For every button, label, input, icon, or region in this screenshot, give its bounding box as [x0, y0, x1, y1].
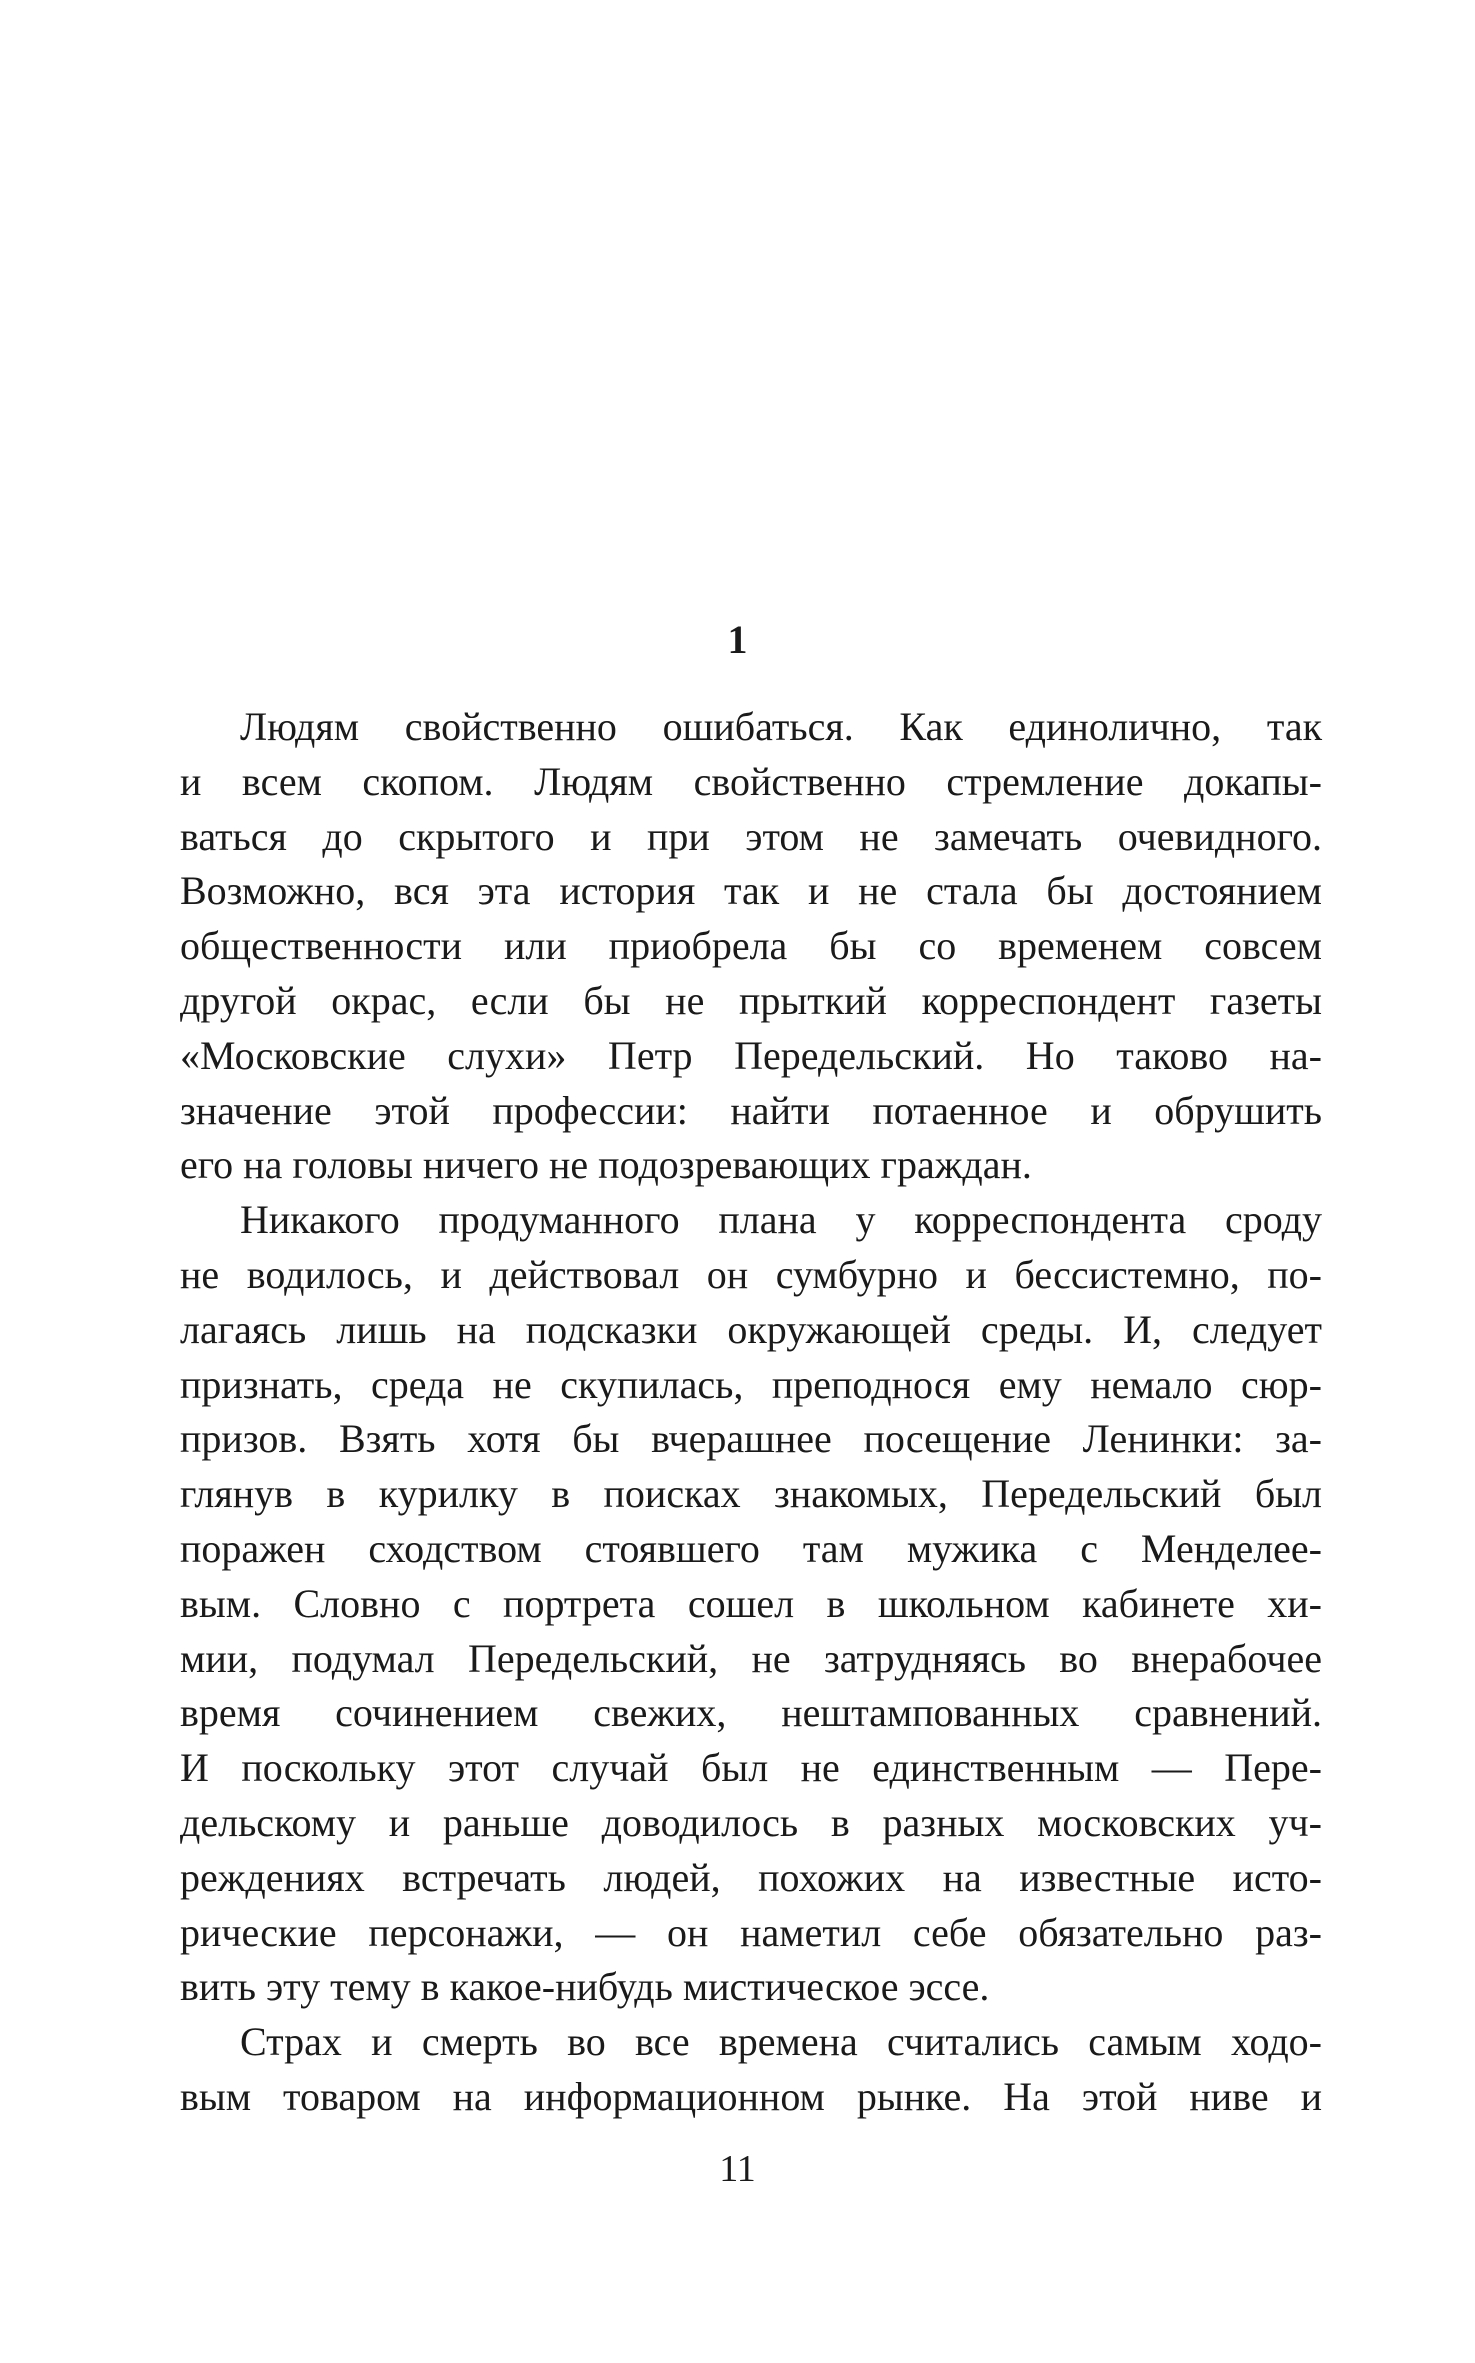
- text-line: другой окрас, если бы не прыткий корреспондент газеты: [180, 977, 1322, 1023]
- paragraph-1: [180, 700, 1322, 1193]
- text-line: его на головы ничего не подозревающих граждан.: [180, 1142, 1032, 1188]
- text-line: И поскольку этот случай был не единственным — Пере-: [180, 1745, 1322, 1791]
- text-line: общественности или приобрела бы со временем совсем: [180, 923, 1322, 969]
- page-number: 11: [719, 2148, 756, 2190]
- text-line: признать, среда не скупилась, преподнося ему немало сюр-: [180, 1361, 1322, 1407]
- text-line: Возможно, вся эта история так и не стала бы достоянием: [180, 868, 1322, 914]
- text-line: не водилось, и действовал он сумбурно и бессистемно, по-: [180, 1251, 1322, 1297]
- chapter-number: 1: [727, 617, 748, 662]
- paragraph-2: [180, 1193, 1322, 2015]
- text-line: Людям свойственно ошибаться. Как единолично, так: [240, 704, 1322, 749]
- text-line: мии, подумал Передельский, не затрудняясь во внерабочее: [180, 1635, 1322, 1681]
- text-line: вым. Словно с портрета сошел в школьном кабинете хи-: [180, 1580, 1322, 1626]
- text-line: рические персонажи, — он наметил себе обязательно раз-: [180, 1909, 1322, 1955]
- paragraph-3: [180, 2015, 1322, 2125]
- text-line: время сочинением свежих, нештампованных сравнений.: [180, 1690, 1322, 1736]
- text-line: вым товаром на информационном рынке. На этой ниве и: [180, 2073, 1322, 2119]
- body-text: [180, 700, 1322, 2125]
- text-line: Никакого продуманного плана у корреспондента сроду: [240, 1197, 1322, 1243]
- text-line: Страх и смерть во все времена считались самым ходо-: [240, 2019, 1322, 2065]
- text-line: «Московские слухи» Петр Передельский. Но таково на-: [180, 1032, 1322, 1078]
- text-line: глянув в курилку в поисках знакомых, Передельский был: [180, 1471, 1322, 1517]
- text-line: ваться до скрытого и при этом не замечать очевидного.: [180, 813, 1322, 859]
- text-line: и всем скопом. Людям свойственно стремление докапы-: [180, 758, 1322, 804]
- text-line: дельскому и раньше доводилось в разных московских уч-: [180, 1799, 1322, 1845]
- text-line: реждениях встречать людей, похожих на известные исто-: [180, 1854, 1322, 1900]
- text-line: вить эту тему в какое-нибудь мистическое эссе.: [180, 1964, 990, 2010]
- text-line: призов. Взять хотя бы вчерашнее посещение Ленинки: за-: [180, 1416, 1322, 1462]
- text-line: поражен сходством стоявшего там мужика с Менделее-: [180, 1525, 1322, 1571]
- text-line: лагаясь лишь на подсказки окружающей среды. И, следует: [180, 1306, 1322, 1352]
- text-line: значение этой профессии: найти потаенное и обрушить: [180, 1087, 1322, 1133]
